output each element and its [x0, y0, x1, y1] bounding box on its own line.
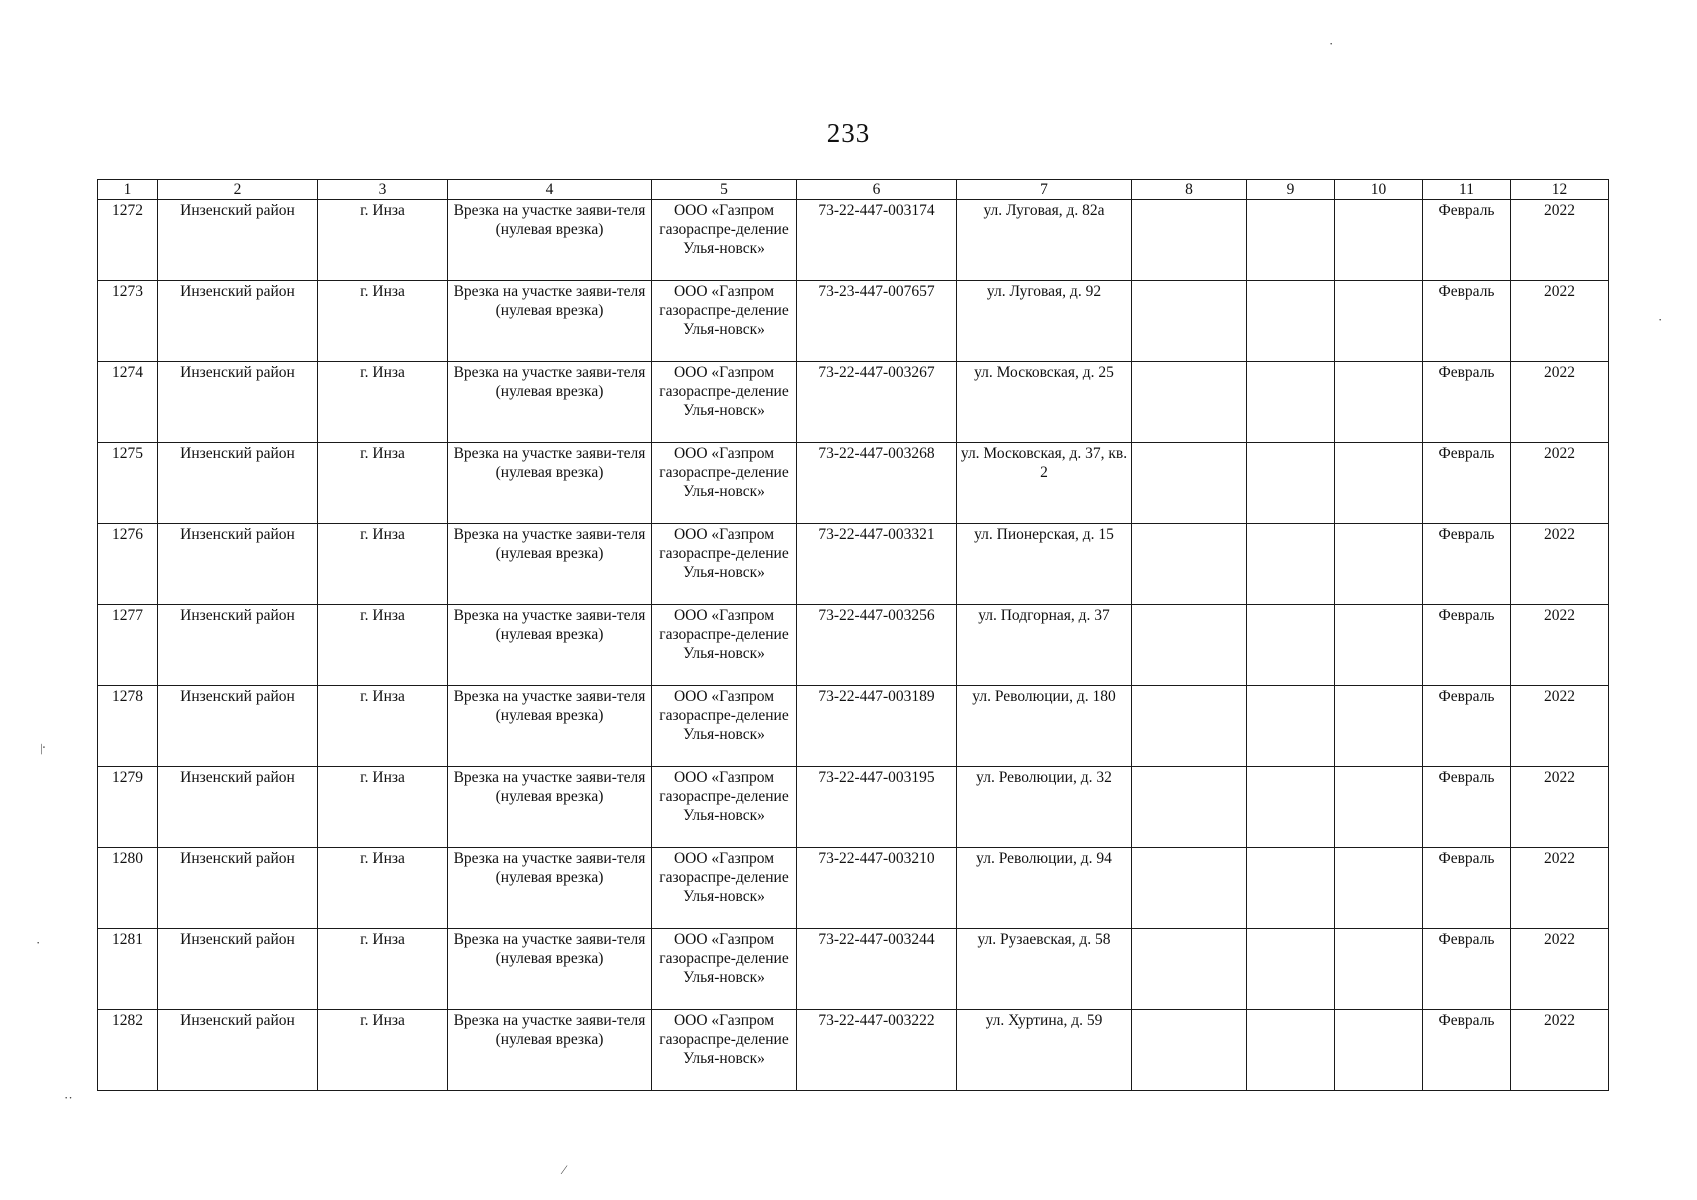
year-cell: 2022 [1511, 524, 1609, 605]
table-header-row [98, 180, 1609, 200]
row-number-cell: 1276 [98, 524, 158, 605]
town-cell: г. Инза [318, 929, 448, 1010]
year-cell: 2022 [1511, 848, 1609, 929]
row-number-cell: 1274 [98, 362, 158, 443]
empty-cell [1335, 1010, 1423, 1091]
row-number-cell: 1282 [98, 1010, 158, 1091]
empty-cell [1132, 443, 1247, 524]
empty-cell [1335, 929, 1423, 1010]
empty-cell [1247, 767, 1335, 848]
address-cell: ул. Революции, д. 32 [957, 767, 1132, 848]
column-header: 5 [652, 180, 797, 200]
organization-cell: ООО «Газпром газораспре-деление Улья-новск» [652, 605, 797, 686]
code-cell: 73-23-447-007657 [797, 281, 957, 362]
column-header: 10 [1335, 180, 1423, 200]
empty-cell [1335, 605, 1423, 686]
work-type-cell: Врезка на участке заяви-теля (нулевая врезка) [448, 848, 652, 929]
empty-cell [1247, 281, 1335, 362]
empty-cell [1132, 200, 1247, 281]
work-type-cell: Врезка на участке заяви-теля (нулевая врезка) [448, 524, 652, 605]
code-cell: 73-22-447-003195 [797, 767, 957, 848]
code-cell: 73-22-447-003244 [797, 929, 957, 1010]
row-number-cell: 1275 [98, 443, 158, 524]
row-number-cell: 1277 [98, 605, 158, 686]
column-header: 8 [1132, 180, 1247, 200]
empty-cell [1335, 767, 1423, 848]
town-cell: г. Инза [318, 1010, 448, 1091]
organization-cell: ООО «Газпром газораспре-деление Улья-новск» [652, 929, 797, 1010]
address-cell: ул. Хуртина, д. 59 [957, 1010, 1132, 1091]
table-row [98, 524, 1609, 605]
row-number-cell: 1278 [98, 686, 158, 767]
year-cell: 2022 [1511, 443, 1609, 524]
empty-cell [1132, 929, 1247, 1010]
district-cell: Инзенский район [158, 929, 318, 1010]
year-cell: 2022 [1511, 686, 1609, 767]
empty-cell [1132, 362, 1247, 443]
table-row [98, 1010, 1609, 1091]
code-cell: 73-22-447-003268 [797, 443, 957, 524]
month-cell: Февраль [1423, 929, 1511, 1010]
town-cell: г. Инза [318, 443, 448, 524]
district-cell: Инзенский район [158, 767, 318, 848]
scan-speck: · [36, 935, 41, 950]
district-cell: Инзенский район [158, 362, 318, 443]
work-type-cell: Врезка на участке заяви-теля (нулевая врезка) [448, 686, 652, 767]
address-cell: ул. Луговая, д. 82а [957, 200, 1132, 281]
empty-cell [1247, 848, 1335, 929]
empty-cell [1247, 1010, 1335, 1091]
year-cell: 2022 [1511, 929, 1609, 1010]
district-cell: Инзенский район [158, 1010, 318, 1091]
empty-cell [1132, 1010, 1247, 1091]
column-header: 2 [158, 180, 318, 200]
work-type-cell: Врезка на участке заяви-теля (нулевая врезка) [448, 767, 652, 848]
empty-cell [1132, 524, 1247, 605]
empty-cell [1335, 524, 1423, 605]
empty-cell [1247, 929, 1335, 1010]
empty-cell [1335, 200, 1423, 281]
year-cell: 2022 [1511, 281, 1609, 362]
month-cell: Февраль [1423, 281, 1511, 362]
month-cell: Февраль [1423, 686, 1511, 767]
empty-cell [1132, 281, 1247, 362]
scan-speck: ·· [64, 1090, 73, 1105]
district-cell: Инзенский район [158, 281, 318, 362]
work-type-cell: Врезка на участке заяви-теля (нулевая врезка) [448, 443, 652, 524]
month-cell: Февраль [1423, 362, 1511, 443]
empty-cell [1335, 281, 1423, 362]
column-header: 9 [1247, 180, 1335, 200]
district-cell: Инзенский район [158, 200, 318, 281]
empty-cell [1335, 443, 1423, 524]
year-cell: 2022 [1511, 362, 1609, 443]
code-cell: 73-22-447-003222 [797, 1010, 957, 1091]
district-cell: Инзенский район [158, 848, 318, 929]
table-row [98, 929, 1609, 1010]
town-cell: г. Инза [318, 848, 448, 929]
row-number-cell: 1280 [98, 848, 158, 929]
column-header: 12 [1511, 180, 1609, 200]
empty-cell [1132, 605, 1247, 686]
organization-cell: ООО «Газпром газораспре-деление Улья-новск» [652, 848, 797, 929]
district-cell: Инзенский район [158, 524, 318, 605]
empty-cell [1247, 686, 1335, 767]
work-type-cell: Врезка на участке заяви-теля (нулевая врезка) [448, 200, 652, 281]
address-cell: ул. Подгорная, д. 37 [957, 605, 1132, 686]
row-number-cell: 1273 [98, 281, 158, 362]
column-header: 3 [318, 180, 448, 200]
code-cell: 73-22-447-003256 [797, 605, 957, 686]
row-number-cell: 1281 [98, 929, 158, 1010]
address-cell: ул. Пионерская, д. 15 [957, 524, 1132, 605]
code-cell: 73-22-447-003321 [797, 524, 957, 605]
table-row [98, 362, 1609, 443]
table-row [98, 767, 1609, 848]
row-number-cell: 1279 [98, 767, 158, 848]
empty-cell [1247, 605, 1335, 686]
table-row [98, 200, 1609, 281]
address-cell: ул. Рузаевская, д. 58 [957, 929, 1132, 1010]
column-header: 4 [448, 180, 652, 200]
organization-cell: ООО «Газпром газораспре-деление Улья-новск» [652, 200, 797, 281]
month-cell: Февраль [1423, 1010, 1511, 1091]
data-table [97, 179, 1609, 1091]
address-cell: ул. Луговая, д. 92 [957, 281, 1132, 362]
empty-cell [1247, 362, 1335, 443]
empty-cell [1335, 362, 1423, 443]
district-cell: Инзенский район [158, 686, 318, 767]
district-cell: Инзенский район [158, 605, 318, 686]
district-cell: Инзенский район [158, 443, 318, 524]
year-cell: 2022 [1511, 1010, 1609, 1091]
work-type-cell: Врезка на участке заяви-теля (нулевая врезка) [448, 605, 652, 686]
organization-cell: ООО «Газпром газораспре-деление Улья-новск» [652, 281, 797, 362]
town-cell: г. Инза [318, 281, 448, 362]
address-cell: ул. Московская, д. 25 [957, 362, 1132, 443]
page-number: 233 [826, 118, 871, 148]
code-cell: 73-22-447-003189 [797, 686, 957, 767]
empty-cell [1247, 524, 1335, 605]
organization-cell: ООО «Газпром газораспре-деление Улья-новск» [652, 767, 797, 848]
month-cell: Февраль [1423, 767, 1511, 848]
table-row [98, 686, 1609, 767]
organization-cell: ООО «Газпром газораспре-деление Улья-новск» [652, 443, 797, 524]
month-cell: Февраль [1423, 605, 1511, 686]
scan-speck: ⁄· [35, 739, 50, 756]
organization-cell: ООО «Газпром газораспре-деление Улья-новск» [652, 686, 797, 767]
column-header: 7 [957, 180, 1132, 200]
empty-cell [1132, 767, 1247, 848]
month-cell: Февраль [1423, 443, 1511, 524]
town-cell: г. Инза [318, 686, 448, 767]
month-cell: Февраль [1423, 848, 1511, 929]
scan-speck: · [1329, 36, 1334, 51]
table-row [98, 848, 1609, 929]
empty-cell [1335, 848, 1423, 929]
table-row [98, 281, 1609, 362]
empty-cell [1335, 686, 1423, 767]
code-cell: 73-22-447-003267 [797, 362, 957, 443]
work-type-cell: Врезка на участке заяви-теля (нулевая врезка) [448, 362, 652, 443]
table-row [98, 605, 1609, 686]
town-cell: г. Инза [318, 362, 448, 443]
town-cell: г. Инза [318, 605, 448, 686]
year-cell: 2022 [1511, 605, 1609, 686]
address-cell: ул. Революции, д. 180 [957, 686, 1132, 767]
address-cell: ул. Московская, д. 37, кв. 2 [957, 443, 1132, 524]
town-cell: г. Инза [318, 524, 448, 605]
empty-cell [1132, 686, 1247, 767]
table-row [98, 443, 1609, 524]
town-cell: г. Инза [318, 767, 448, 848]
column-header: 11 [1423, 180, 1511, 200]
code-cell: 73-22-447-003210 [797, 848, 957, 929]
month-cell: Февраль [1423, 524, 1511, 605]
organization-cell: ООО «Газпром газораспре-деление Улья-новск» [652, 1010, 797, 1091]
year-cell: 2022 [1511, 200, 1609, 281]
row-number-cell: 1272 [98, 200, 158, 281]
empty-cell [1132, 848, 1247, 929]
address-cell: ул. Революции, д. 94 [957, 848, 1132, 929]
work-type-cell: Врезка на участке заяви-теля (нулевая врезка) [448, 929, 652, 1010]
year-cell: 2022 [1511, 767, 1609, 848]
town-cell: г. Инза [318, 200, 448, 281]
column-header: 6 [797, 180, 957, 200]
column-header: 1 [98, 180, 158, 200]
organization-cell: ООО «Газпром газораспре-деление Улья-новск» [652, 524, 797, 605]
work-type-cell: Врезка на участке заяви-теля (нулевая врезка) [448, 281, 652, 362]
empty-cell [1247, 443, 1335, 524]
organization-cell: ООО «Газпром газораспре-деление Улья-новск» [652, 362, 797, 443]
work-type-cell: Врезка на участке заяви-теля (нулевая врезка) [448, 1010, 652, 1091]
scan-speck: ⁄ [563, 1162, 566, 1177]
month-cell: Февраль [1423, 200, 1511, 281]
empty-cell [1247, 200, 1335, 281]
code-cell: 73-22-447-003174 [797, 200, 957, 281]
scan-speck: · [1658, 312, 1663, 327]
